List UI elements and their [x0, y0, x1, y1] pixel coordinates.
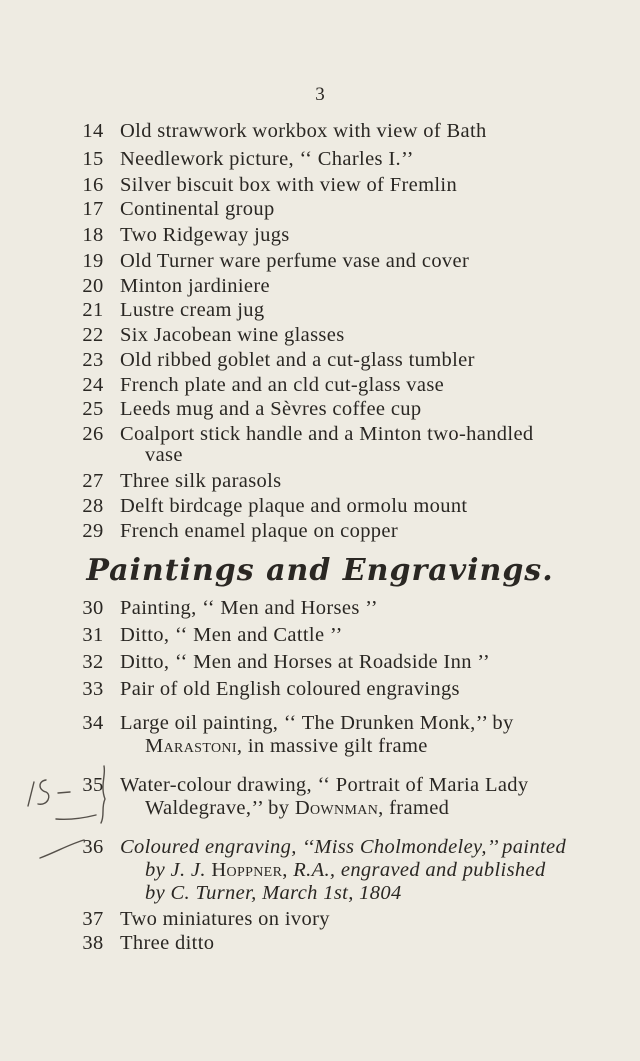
lot-description-rest: R.A., engraved and published — [287, 859, 546, 881]
lot-number: 28 — [82, 495, 104, 517]
artist-name: Hoppner, — [211, 859, 288, 881]
lot-number: 30 — [82, 597, 104, 619]
lot-description: Delft birdcage plaque and ormolu mount — [120, 495, 468, 517]
lot-number: 34 — [82, 712, 104, 734]
lot-number: 38 — [82, 932, 104, 954]
lot-number: 16 — [82, 174, 104, 196]
lot-number: 21 — [82, 299, 104, 321]
lot-number: 29 — [82, 520, 104, 542]
artist-name: Marastoni, — [145, 735, 243, 757]
lot-number: 18 — [82, 224, 104, 246]
lot-description: Old Turner ware perfume vase and cover — [120, 250, 470, 272]
lot-description: Coalport stick handle and a Minton two-handled — [120, 423, 534, 445]
lot-number: 17 — [82, 198, 104, 220]
lot-number: 27 — [82, 470, 104, 492]
lot-description: Water-colour drawing, ‘‘ Portrait of Maria Lady — [120, 774, 529, 796]
lot-description: Continental group — [120, 198, 275, 220]
lot-description-pre: by J. J. — [145, 859, 212, 881]
page-number: 3 — [315, 84, 325, 105]
lot-description: Needlework picture, ‘‘ Charles I.’’ — [120, 148, 414, 170]
lot-description: Pair of old English coloured engravings — [120, 678, 460, 700]
lot-description: Minton jardiniere — [120, 275, 270, 297]
lot-number: 33 — [82, 678, 104, 700]
lot-number: 35 — [82, 774, 104, 796]
lot-description-continued: vase — [145, 444, 183, 466]
lot-description: Large oil painting, ‘‘ The Drunken Monk,’’ by — [120, 712, 514, 734]
lot-description: Three silk parasols — [120, 470, 282, 492]
section-heading: Paintings and Engravings. — [86, 553, 554, 588]
lot-number: 36 — [82, 836, 104, 858]
lot-description: Ditto, ‘‘ Men and Horses at Roadside Inn ’’ — [120, 651, 491, 673]
lot-description: French plate and an cld cut-glass vase — [120, 374, 445, 396]
lot-description: Three ditto — [120, 932, 215, 954]
lot-description-rest: in massive gilt frame — [242, 735, 428, 757]
lot-number: 25 — [82, 398, 104, 420]
lot-description: Two miniatures on ivory — [120, 908, 330, 930]
artist-name: Downman, — [294, 797, 384, 819]
lot-number: 20 — [82, 275, 104, 297]
lot-description: Old strawwork workbox with view of Bath — [120, 120, 487, 142]
lot-number: 23 — [82, 349, 104, 371]
lot-number: 32 — [82, 651, 104, 673]
lot-description: French enamel plaque on copper — [120, 520, 399, 542]
lot-description-rest: framed — [383, 797, 450, 819]
lot-number: 14 — [82, 120, 104, 142]
lot-description-continued: by C. Turner, March 1st, 1804 — [145, 882, 402, 904]
lot-description: Two Ridgeway jugs — [120, 224, 290, 246]
lot-number: 37 — [82, 908, 104, 930]
lot-description: Ditto, ‘‘ Men and Cattle ’’ — [120, 624, 343, 646]
lot-number: 31 — [82, 624, 104, 646]
lot-description: Painting, ‘‘ Men and Horses ’’ — [120, 597, 378, 619]
lot-description: Coloured engraving, ‘‘Miss Cholmondeley,’’ painted — [120, 836, 567, 858]
lot-number: 19 — [82, 250, 104, 272]
lot-description: Silver biscuit box with view of Fremlin — [120, 174, 458, 196]
lot-number: 24 — [82, 374, 104, 396]
lot-description: Six Jacobean wine glasses — [120, 324, 345, 346]
lot-number: 22 — [82, 324, 104, 346]
lot-description: Old ribbed goblet and a cut-glass tumbler — [120, 349, 475, 371]
lot-number: 15 — [82, 148, 104, 170]
lot-description-pre: Waldegrave,’’ by — [145, 797, 295, 819]
lot-description: Leeds mug and a Sèvres coffee cup — [120, 398, 422, 420]
lot-description: Lustre cream jug — [120, 299, 265, 321]
lot-number: 26 — [82, 423, 104, 445]
